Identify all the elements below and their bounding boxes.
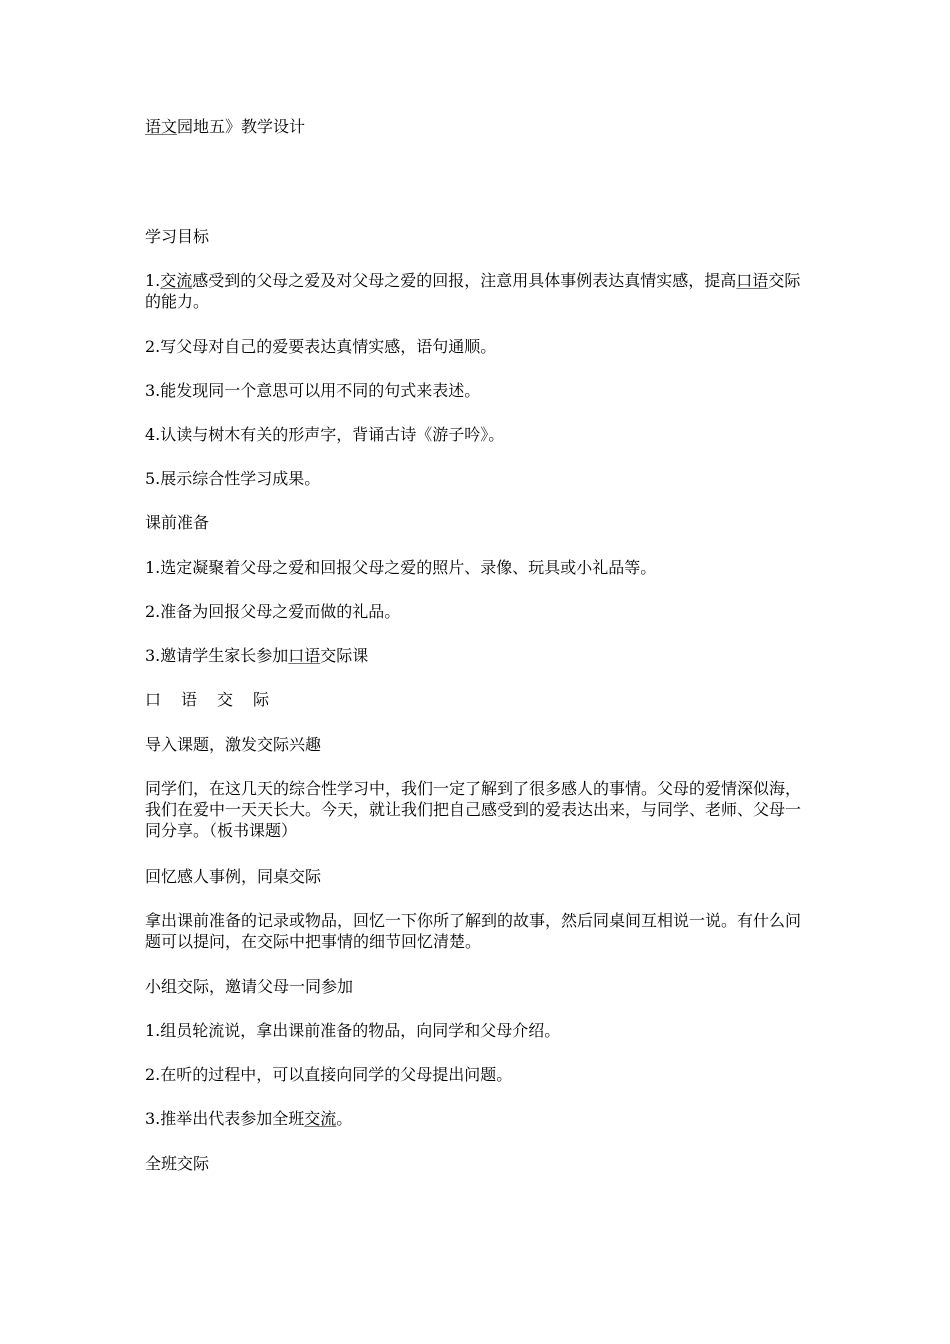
title-link[interactable]: 语文 — [145, 117, 178, 136]
prep-3-link-kouyu[interactable]: 口语 — [288, 646, 321, 665]
group-3-link-jiaoliu[interactable]: 交流 — [304, 1109, 337, 1128]
goal-3: 3.能发现同一个意思可以用不同的句式来表述。 — [145, 381, 481, 400]
recall-heading: 回忆感人事例，同桌交际 — [145, 867, 322, 886]
goal-1-suffix: 交际的能力。 — [145, 271, 801, 311]
title-text: 园地五》教学设计 — [177, 117, 306, 136]
group-heading: 小组交际，邀请父母一同参加 — [145, 977, 354, 996]
prep-3 — [145, 645, 805, 666]
prep-3-text: 3.邀请学生家长参加 — [145, 646, 289, 665]
goal-1-link-jiaoliu[interactable]: 交流 — [160, 271, 193, 290]
goal-1-prefix: 1. — [145, 271, 161, 290]
intro-heading: 导入课题，激发交际兴趣 — [145, 735, 322, 754]
group-3-suffix: 。 — [336, 1109, 353, 1128]
intro-text: 同学们，在这几天的综合性学习中，我们一定了解到了很多感人的事情。父母的爱情深似海，我们在爱中一天天长大。今天，就让我们把自己感受到的爱表达出来，与同学、老师、父母一同分享。（板书课题） — [145, 779, 802, 840]
goal-2: 2.写父母对自己的爱要表达真情实感，语句通顺。 — [145, 337, 497, 356]
prep-3-suffix: 交际课 — [320, 646, 369, 665]
goal-1-link-kouyu[interactable]: 口语 — [736, 271, 769, 290]
group-3 — [145, 1108, 805, 1129]
prep-1: 1.选定凝聚着父母之爱和回报父母之爱的照片、录像、玩具或小礼品等。 — [145, 558, 657, 577]
recall-text: 拿出课前准备的记录或物品，回忆一下你所了解到的故事，然后同桌间互相说一说。有什么问题可以提问，在交际中把事情的细节回忆清楚。 — [145, 911, 802, 951]
goal-1 — [145, 270, 805, 312]
goal-1-text: 感受到的父母之爱及对父母之爱的回报，注意用具体事例表达真情实感，提高 — [192, 271, 737, 290]
class-heading: 全班交际 — [145, 1154, 210, 1173]
group-3-text: 3.推举出代表参加全班 — [145, 1109, 305, 1128]
document-title — [145, 116, 305, 138]
prep-heading: 课前准备 — [145, 513, 210, 532]
group-2: 2.在听的过程中，可以直接向同学的父母提出问题。 — [145, 1065, 513, 1084]
goal-5: 5.展示综合性学习成果。 — [145, 469, 321, 488]
goal-4: 4.认读与树木有关的形声字，背诵古诗《游子吟》。 — [145, 425, 505, 444]
goals-heading: 学习目标 — [145, 227, 210, 246]
prep-2: 2.准备为回报父母之爱而做的礼品。 — [145, 602, 401, 621]
oral-heading: 口语交际 — [145, 690, 290, 709]
group-1: 1.组员轮流说，拿出课前准备的物品，向同学和父母介绍。 — [145, 1021, 561, 1040]
